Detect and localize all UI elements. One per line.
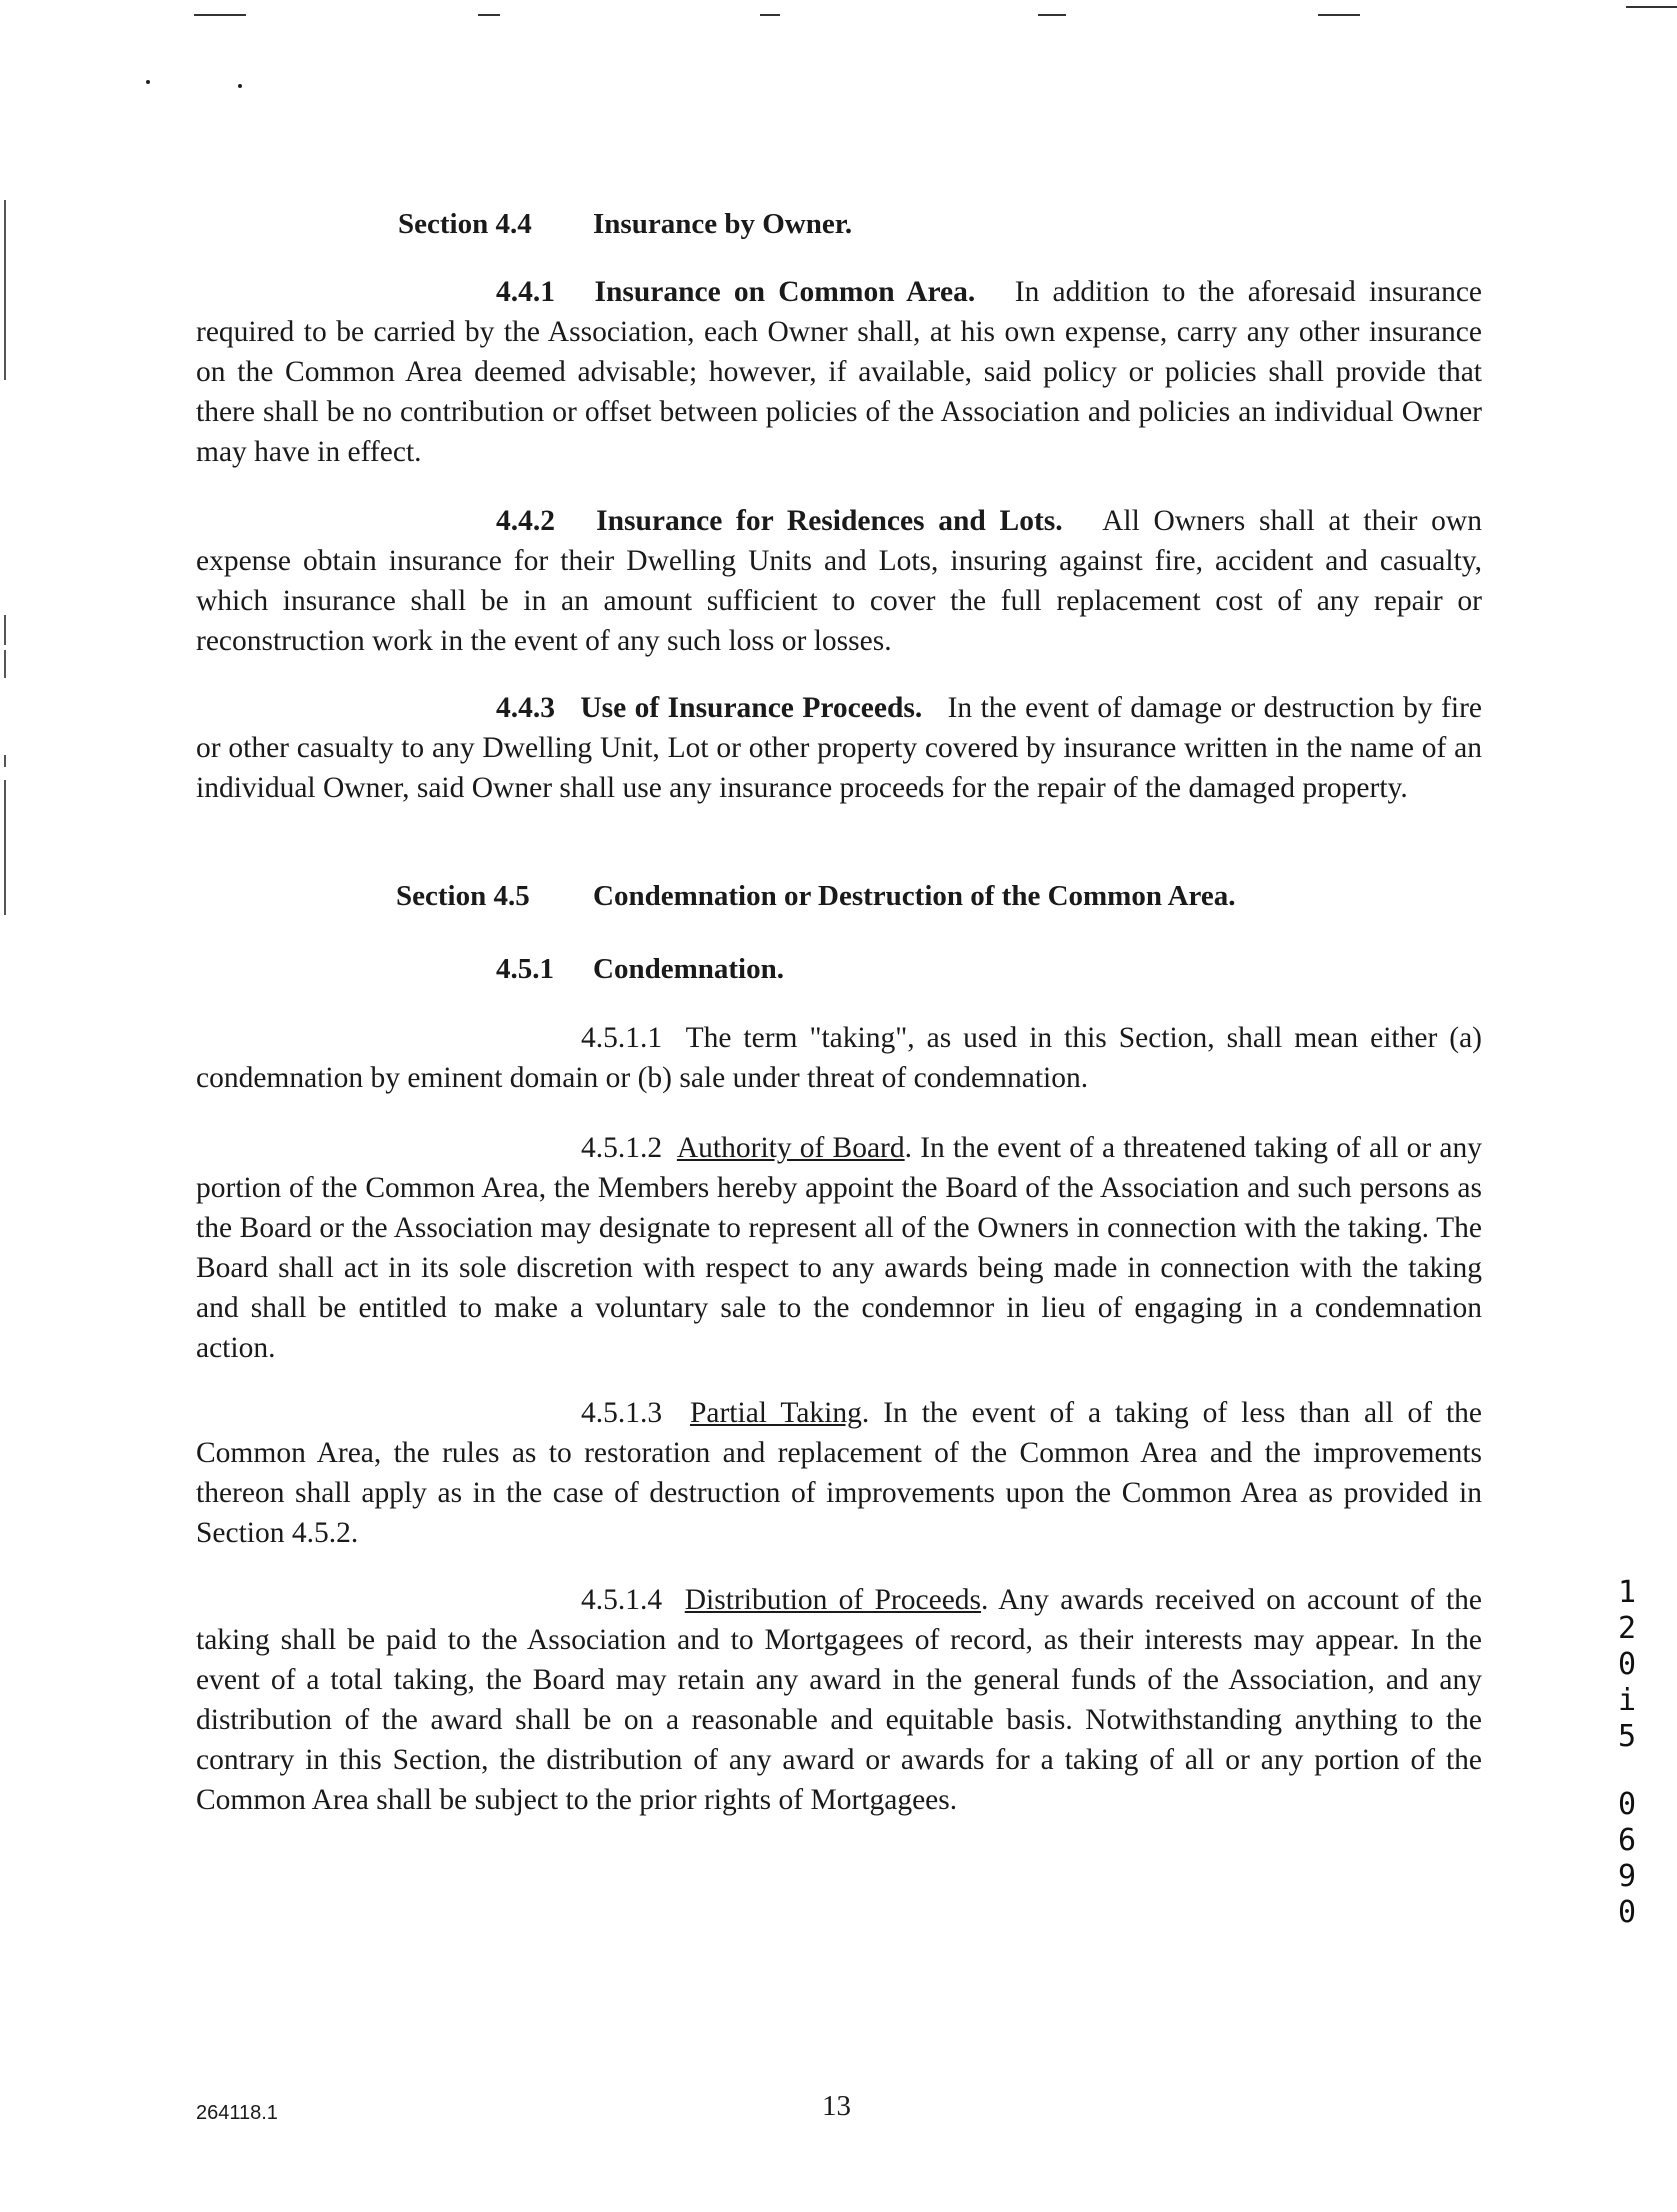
- scan-mark: [4, 755, 6, 767]
- paragraph-4-4-2: [196, 501, 1482, 661]
- scan-mark: [1626, 6, 1677, 8]
- paragraph-title: Use of Insurance Proceeds.: [580, 692, 923, 724]
- stamp-char: 0: [1617, 1895, 1637, 1930]
- section-heading-4-5: [396, 880, 1236, 913]
- stamp-char: 9: [1617, 1859, 1637, 1894]
- scan-mark: [1038, 14, 1066, 16]
- document-id: 264118.1: [196, 2102, 278, 2124]
- subsection-number: 4.5.1: [496, 953, 554, 985]
- paragraph-number: 4.4.2: [496, 505, 555, 537]
- paragraph-number: 4.4.1: [496, 276, 555, 308]
- paragraph-title: Insurance for Residences and Lots.: [596, 505, 1063, 537]
- section-number: Section 4.4: [398, 208, 532, 240]
- paragraph-number: 4.5.1.4: [581, 1584, 663, 1616]
- scan-mark: [194, 14, 246, 16]
- page-number: 13: [822, 2090, 851, 2122]
- paragraph-text: All Owners shall at their own expense obtain insurance for their Dwelling Units and Lots, insuring against fire, accident and casualty, which insurance shall be in an amount sufficient to cover the full replacement cost of any repair or reconstruction work in the event of any such loss or losses.: [196, 505, 1482, 657]
- paragraph-4-5-1-3: [196, 1393, 1482, 1553]
- paragraph-text: . In the event of a taking of less than all of the Common Area, the rules as to restoration and replacement of the Common Area and the improvements thereon shall apply as in the case of destruction of improvements upon the Common Area as provided in Section 4.5.2.: [196, 1397, 1482, 1549]
- stamp-char: 2: [1617, 1611, 1637, 1646]
- paragraph-number: 4.5.1.3: [581, 1397, 663, 1429]
- paragraph-4-4-1: [196, 272, 1482, 472]
- stamp-char: 1: [1617, 1575, 1637, 1610]
- section-title: Insurance by Owner.: [593, 208, 853, 240]
- section-number: Section 4.5: [396, 880, 530, 912]
- stamp-char: i: [1617, 1683, 1637, 1718]
- scan-mark: [4, 780, 6, 915]
- paragraph-number: 4.4.3: [496, 692, 555, 724]
- stamp-char: 0: [1617, 1787, 1637, 1822]
- scan-mark: [4, 650, 6, 678]
- scan-mark: [4, 200, 6, 380]
- paragraph-text: . In the event of a threatened taking of all or any portion of the Common Area, the Members hereby appoint the Board of the Association and such persons as the Board or the Association may designate to represent all of the Owners in connection with the taking. The Board shall act in its sole discretion with respect to any awards being made in connection with the taking and shall be entitled to make a voluntary sale to the condemnor in lieu of engaging in a condemnation action.: [196, 1132, 1483, 1364]
- paragraph-4-5-1-4: [196, 1580, 1482, 1820]
- section-title: Condemnation or Destruction of the Common Area.: [593, 880, 1236, 912]
- paragraph-4-5-1-2: [196, 1128, 1482, 1368]
- paragraph-number: 4.5.1.1: [581, 1022, 663, 1054]
- subsection-title: Condemnation.: [593, 953, 784, 985]
- paragraph-4-5-1-1: [196, 1018, 1482, 1098]
- paragraph-title: Authority of Board: [676, 1132, 905, 1164]
- section-heading-4-4: [398, 208, 853, 241]
- paragraph-number: 4.5.1.2: [581, 1132, 663, 1164]
- paragraph-text: . Any awards received on account of the taking shall be paid to the Association and to Mortgagees of record, as their interests may appear. In the event of a total taking, the Board may retain any award in the general funds of the Association, and any distribution of the award shall be on a reasonable and equitable basis. Notwithstanding anything to the contrary in this Section, the distribution of any award or awards for a taking of all or any portion of the Common Area shall be subject to the prior rights of Mortgagees.: [196, 1584, 1483, 1816]
- paragraph-text: The term "taking", as used in this Section, shall mean either (a) condemnation by eminent domain or (b) sale under threat of condemnation.: [196, 1022, 1483, 1094]
- subsection-heading-4-5-1: [496, 953, 784, 986]
- paragraph-text: In addition to the aforesaid insurance required to be carried by the Association, each Owner shall, at his own expense, carry any other insurance on the Common Area deemed advisable; however, if available, said policy or policies shall provide that there shall be no contribution or offset between policies of the Association and policies an individual Owner may have in effect.: [196, 276, 1483, 468]
- scan-mark: [1318, 14, 1360, 16]
- scan-mark: [760, 14, 780, 16]
- stamp-char: 5: [1617, 1719, 1637, 1754]
- stamp-gap: [1612, 1755, 1642, 1787]
- recording-stamp: [1612, 1575, 1642, 1931]
- paragraph-title: Partial Taking: [689, 1397, 862, 1429]
- scan-dot: [238, 84, 242, 88]
- scan-dot: [146, 80, 150, 84]
- scan-mark: [478, 14, 500, 16]
- paragraph-title: Distribution of Proceeds: [684, 1584, 982, 1616]
- paragraph-text: In the event of damage or destruction by fire or other casualty to any Dwelling Unit, Lot or other property covered by insurance written in the name of an individual Owner, said Owner shall use any insurance proceeds for the repair of the damaged property.: [196, 692, 1483, 804]
- paragraph-title: Insurance on Common Area.: [594, 276, 976, 308]
- paragraph-4-4-3: [196, 688, 1482, 808]
- stamp-char: 0: [1617, 1647, 1637, 1682]
- scan-mark: [4, 615, 6, 645]
- stamp-char: 6: [1617, 1823, 1637, 1858]
